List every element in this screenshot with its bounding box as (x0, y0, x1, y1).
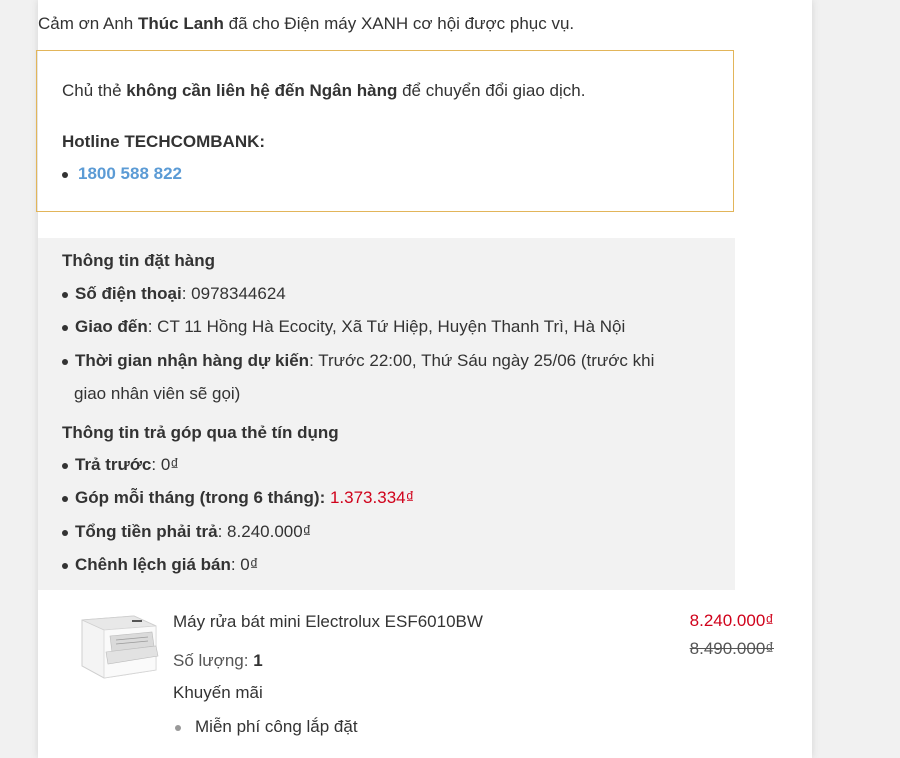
bullet-icon (62, 463, 68, 469)
hotline-label: Hotline TECHCOMBANK: (62, 132, 266, 151)
bullet-icon (62, 325, 68, 331)
monthly-row: Góp mỗi tháng (trong 6 tháng): 1.373.334₫ (62, 488, 414, 508)
bullet-icon (62, 496, 68, 502)
bullet-icon (175, 725, 181, 731)
order-info-title: Thông tin đặt hàng (62, 251, 215, 270)
promo-item: Miễn phí công lắp đặt (173, 717, 358, 737)
delivery-time-cont: giao nhân viên sẽ gọi) (74, 384, 241, 403)
bullet-icon (62, 530, 68, 536)
customer-name: Thúc Lanh (137, 14, 224, 33)
hotline-item (62, 164, 182, 184)
prepay-row: Trả trước: 0₫ (62, 455, 179, 475)
dishwasher-image[interactable] (76, 612, 160, 684)
product-price: 8.240.000₫ (689, 611, 774, 630)
delivery-time-row: Thời gian nhận hàng dự kiến: Trước 22:00, Thứ Sáu ngày 25/06 (trước khi (62, 351, 654, 371)
delivery-row: Giao đến: CT 11 Hồng Hà Ecocity, Xã Tứ Hiệp, Huyện Thanh Trì, Hà Nội (62, 317, 625, 337)
product-quantity: Số lượng: 1 (173, 651, 263, 670)
price-diff-row: Chênh lệch giá bán: 0₫ (62, 555, 258, 575)
bank-notice-box (36, 50, 734, 212)
greeting-text: Cảm ơn Anh Thúc Lanh đã cho Điện máy XANH cơ hội được phục vụ. (38, 14, 575, 33)
product-name[interactable]: Máy rửa bát mini Electrolux ESF6010BW (173, 612, 483, 631)
bullet-icon (62, 359, 68, 365)
hotline-link[interactable]: 1800 588 822 (78, 164, 182, 183)
product-old-price: 8.490.000₫ (689, 639, 774, 658)
bullet-icon (62, 172, 68, 178)
installment-title: Thông tin trả góp qua thẻ tín dụng (62, 423, 339, 442)
promo-title: Khuyến mãi (173, 683, 263, 702)
total-row: Tổng tiền phải trả: 8.240.000₫ (62, 522, 311, 542)
bullet-icon (62, 563, 68, 569)
order-info-panel (38, 238, 735, 590)
notice-text: Chủ thẻ không cần liên hệ đến Ngân hàng để chuyển đổi giao dịch. (62, 81, 586, 100)
bullet-icon (62, 292, 68, 298)
phone-row: Số điện thoại: 0978344624 (62, 284, 286, 304)
